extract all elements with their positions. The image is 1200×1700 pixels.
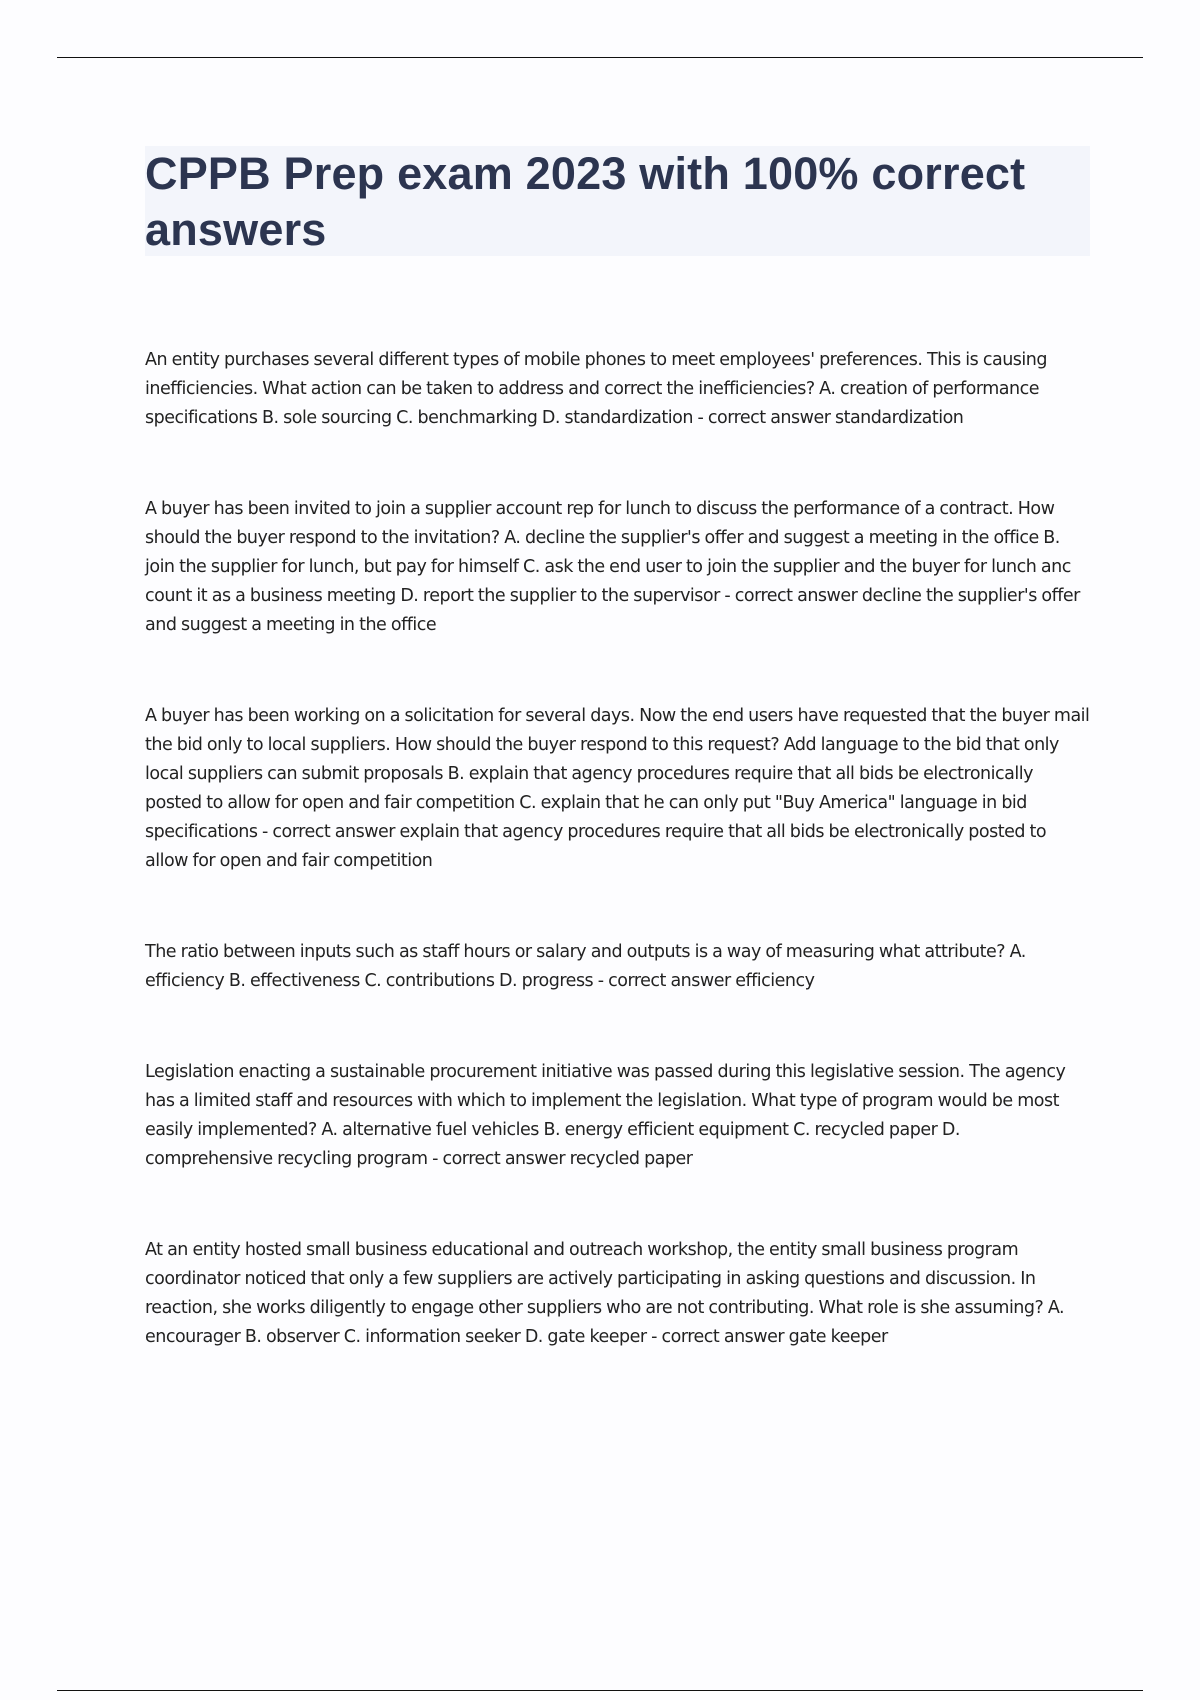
question-5: Legislation enacting a sustainable procurement initiative was passed during this legislative session. The agency has a limited staff and resources with which to implement the legislation. What type of program would be most easily implemented? A. alternative fuel vehicles B. energy efficient equipment C. recycled paper D. comprehensive recycling program - correct answer recycled paper [145,1062,1066,1169]
top-rule [57,57,1143,58]
question-4: The ratio between inputs such as staff hours or salary and outputs is a way of measuring what attribute? A. efficiency B. effectiveness C. contributions D. progress - correct answer efficiency [145,942,1026,991]
question-list [145,346,1090,1352]
question-6: At an entity hosted small business educational and outreach workshop, the entity small business program coordinator noticed that only a few suppliers are actively participating in asking questions and discussion. In reaction, she works diligently to engage other suppliers who are not contributing. What role is she assuming? A. encourager B. observer C. information seeker D. gate keeper - correct answer gate keeper [145,1240,1065,1347]
title-block [145,146,1090,256]
page-title: CPPB Prep exam 2023 with 100% correct answers [145,148,1026,255]
question-2: A buyer has been invited to join a supplier account rep for lunch to discuss the performance of a contract. How should the buyer respond to the invitation? A. decline the supplier's offer and suggest a meeting in the office B. join the supplier for lunch, but pay for himself C. ask the end user to join the supplier and the buyer for lunch anc count it as a business meeting D. report the supplier to the supervisor - correct answer decline the supplier's offer and suggest a meeting in the office [145,499,1080,635]
question-1: An entity purchases several different types of mobile phones to meet employees' preferences. This is causing inefficiencies. What action can be taken to address and correct the inefficiencies? A. creation of performance specifications B. sole sourcing C. benchmarking D. standardization - correct answer standardization [145,350,1047,428]
bottom-rule [57,1690,1143,1691]
question-3: A buyer has been working on a solicitation for several days. Now the end users have requested that the buyer mail the bid only to local suppliers. How should the buyer respond to this request? Add language to the bid that only local suppliers can submit proposals B. explain that agency procedures require that all bids be electronically posted to allow for open and fair competition C. explain that he can only put "Buy America" language in bid specifications - correct answer explain that agency procedures require that all bids be electronically posted to allow for open and fair competition [145,706,1090,871]
